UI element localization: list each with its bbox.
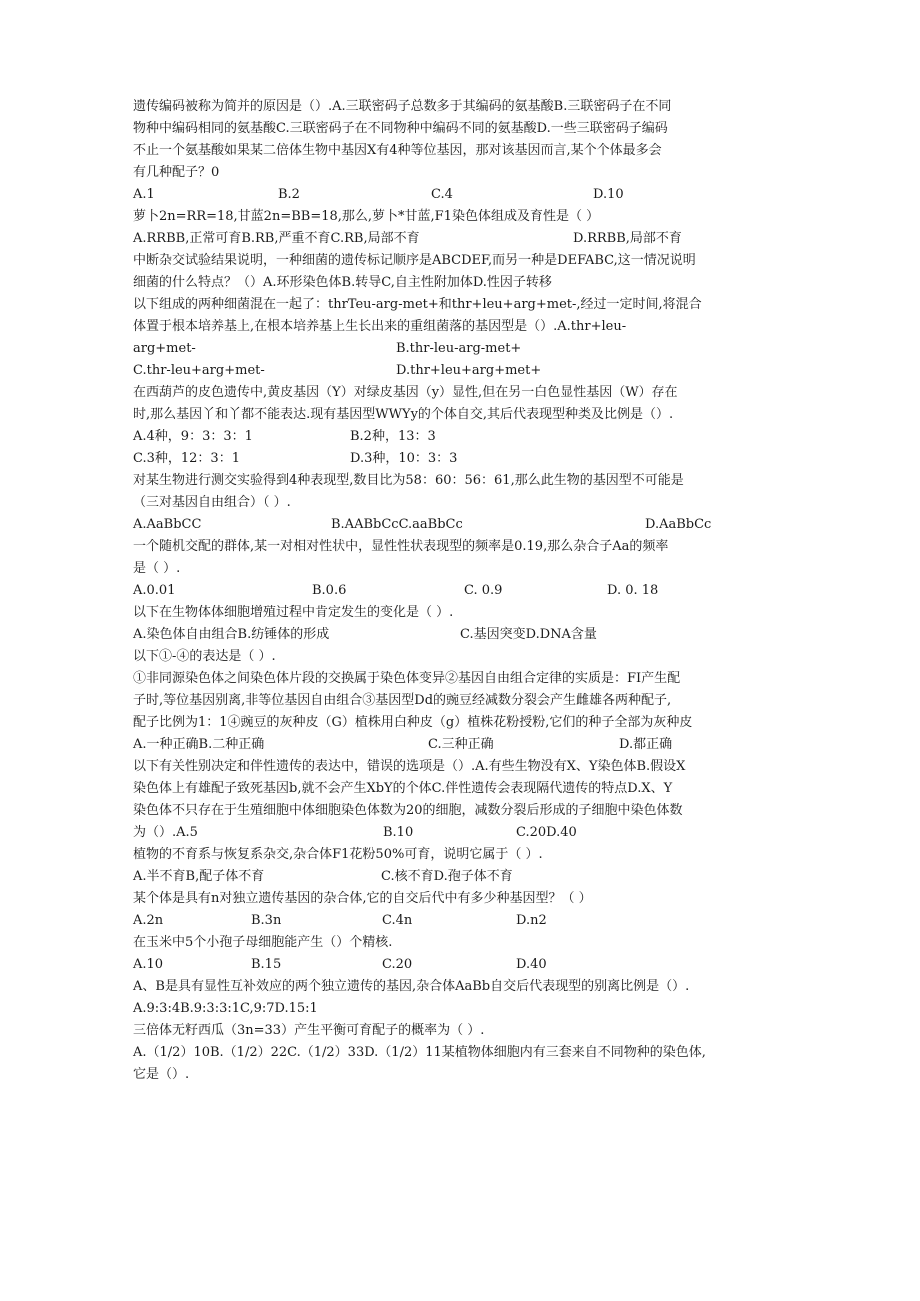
options-row bbox=[133, 338, 793, 360]
option: C.20D.40 bbox=[516, 825, 577, 840]
options-row bbox=[133, 448, 793, 470]
options-row bbox=[133, 910, 793, 932]
text-line: 配子比例为1：1④豌豆的灰种皮（G）植株用白种皮（g）植株花粉授粉,它们的种子全部为灰种皮 bbox=[133, 715, 693, 730]
option: A.AaBbCC bbox=[133, 517, 202, 532]
options-row bbox=[133, 822, 793, 844]
text-line: 中断杂交试验结果说明，一种细菌的遗传标记顺序是ABCDEF,而另一种是DEFABC,这一情况说明 bbox=[133, 253, 696, 268]
option: C.三种正确 bbox=[428, 737, 494, 752]
option: D.都正确 bbox=[619, 737, 673, 752]
option: A.RRBB,正常可育B.RB,严重不育C.RB,局部不育 bbox=[133, 231, 420, 246]
option: C.thr-leu+arg+met- bbox=[133, 363, 265, 378]
option: A.4种，9：3：3：1 bbox=[133, 429, 253, 444]
option: A.10 bbox=[133, 957, 164, 972]
option: 为（）.A.5 bbox=[133, 825, 198, 840]
option: C. 0.9 bbox=[464, 583, 503, 598]
option: A.一种正确B.二种正确 bbox=[133, 737, 265, 752]
text-line: 以下①-④的表达是（ ）. bbox=[133, 649, 276, 664]
text-line: A.（1/2）10B.（1/2）22C.（1/2）33D.（1/2）11某植物体细胞内有三套来自不同物种的染色体, bbox=[133, 1045, 706, 1060]
option: D.3种，10：3：3 bbox=[350, 451, 458, 466]
text-line: 在西葫芦的皮色遗传中,黄皮基因（Y）对绿皮基因（y）显性,但在另一白色显性基因（W）存在 bbox=[133, 385, 678, 400]
text-line: 时,那么基因丫和丫都不能表达.现有基因型WWYy的个体自交,其后代表现型种类及比例是（）. bbox=[133, 407, 674, 422]
option: B.10 bbox=[383, 825, 414, 840]
options-row bbox=[133, 514, 793, 536]
option: A.1 bbox=[133, 187, 155, 202]
text-line: 以下在生物体体细胞增殖过程中肯定发生的变化是（ ）. bbox=[133, 605, 454, 620]
options-row bbox=[133, 734, 793, 756]
option: D. 0. 18 bbox=[607, 583, 659, 598]
text-line: 有几种配子？0 bbox=[133, 165, 220, 180]
option: D.n2 bbox=[516, 913, 547, 928]
option: B.2 bbox=[278, 187, 300, 202]
options-row bbox=[133, 866, 793, 888]
options-row bbox=[133, 184, 793, 206]
option: C.4 bbox=[431, 187, 453, 202]
option: D.40 bbox=[516, 957, 547, 972]
text-line: ①非同源染色体之间染色体片段的交换属于染色体变异②基因自由组合定律的实质是：FI产生配 bbox=[133, 671, 681, 686]
options-row bbox=[133, 360, 793, 382]
text-line: 是（ ）. bbox=[133, 561, 181, 576]
option: A.半不育B,配子体不育 bbox=[133, 869, 265, 884]
option: D.AaBbCc bbox=[645, 517, 712, 532]
options-row bbox=[133, 624, 793, 646]
option: C.基因突变D.DNA含量 bbox=[460, 627, 597, 642]
text-line: 对某生物进行测交实验得到4种表现型,数目比为58：60：56：61,那么此生物的基因型不可能是 bbox=[133, 473, 684, 488]
text-line: （三对基因自由组合）（ ）. bbox=[133, 495, 291, 510]
option: C.核不育D.孢子体不育 bbox=[381, 869, 513, 884]
text-line: 它是（）. bbox=[133, 1067, 190, 1082]
text-line: A、B是具有显性互补效应的两个独立遗传的基因,杂合体AaBb自交后代表现型的别离比例是（）. bbox=[133, 979, 690, 994]
text-line: 物种中编码相同的氨基酸C.三联密码子在不同物种中编码不同的氨基酸D.一些三联密码子编码 bbox=[133, 121, 668, 136]
text-line: 子时,等位基因别离,非等位基因自由组合③基因型Dd的豌豆经减数分裂会产生雌雄各两种配子, bbox=[133, 693, 672, 708]
text-line: 染色体不只存在于生殖细胞中体细胞染色体数为20的细胞，减数分裂后形成的子细胞中染色体数 bbox=[133, 803, 683, 818]
option: B.2种，13：3 bbox=[350, 429, 436, 444]
text-line: 不止一个氨基酸如果某二倍体生物中基因X有4种等位基因，那对该基因而言,某个个体最多会 bbox=[133, 143, 662, 158]
document-page bbox=[133, 96, 793, 1086]
option: A.0.01 bbox=[133, 583, 176, 598]
options-row bbox=[133, 580, 793, 602]
options-row bbox=[133, 228, 793, 250]
option: D.10 bbox=[593, 187, 624, 202]
option: D.RRBB,局部不育 bbox=[573, 231, 682, 246]
text-line: 三倍体无籽西瓜（3n=33）产生平衡可育配子的概率为（ ）. bbox=[133, 1023, 485, 1038]
option: A.2n bbox=[133, 913, 164, 928]
text-line: 某个体是具有n对独立遗传基因的杂合体,它的自交后代中有多少种基因型？（ ） bbox=[133, 891, 592, 906]
option: C.3种，12：3：1 bbox=[133, 451, 240, 466]
text-line: 以下组成的两种细菌混在一起了：thrTeu-arg-met+和thr+leu+arg+met-,经过一定时间,将混合 bbox=[133, 297, 702, 312]
text-line: 细菌的什么特点？（）A.环形染色体B.转导C,自主性附加体D.性因子转移 bbox=[133, 275, 552, 290]
option: B.AABbCcC.aaBbCc bbox=[331, 517, 463, 532]
text-line: 植物的不育系与恢复系杂交,杂合体F1花粉50%可育，说明它属于（ ）. bbox=[133, 847, 543, 862]
text-line: 遗传编码被称为简并的原因是（）.A.三联密码子总数多于其编码的氨基酸B.三联密码子在不同 bbox=[133, 99, 672, 114]
text-line: 在玉米中5个小孢子母细胞能产生（）个精核. bbox=[133, 935, 393, 950]
text-line: 萝卜2n=RR=18,甘蓝2n=BB=18,那么,萝卜*甘蓝,F1染色体组成及育性是（ ） bbox=[133, 209, 600, 224]
text-line: 染色体上有雄配子致死基因b,就不会产生XbY的个体C.伴性遗传会表现隔代遗传的特点D.X、Y bbox=[133, 781, 673, 796]
option: arg+met- bbox=[133, 341, 196, 356]
text-line: A.9:3:4B.9:3:3:1C,9:7D.15:1 bbox=[133, 1001, 318, 1016]
option: B.0.6 bbox=[312, 583, 347, 598]
option: C.4n bbox=[382, 913, 413, 928]
options-row bbox=[133, 954, 793, 976]
option: B.3n bbox=[251, 913, 282, 928]
text-line: 体置于根本培养基上,在根本培养基上生长出来的重组菌落的基因型是（）.A.thr+leu- bbox=[133, 319, 627, 334]
text-line: 以下有关性别决定和伴性遗传的表达中，错误的选项是（）.A.有些生物没有X、Y染色体B.假设X bbox=[133, 759, 686, 774]
option: C.20 bbox=[382, 957, 413, 972]
text-line: 一个随机交配的群体,某一对相对性状中，显性性状表现型的频率是0.19,那么杂合子Aa的频率 bbox=[133, 539, 669, 554]
option: B.thr-leu-arg-met+ bbox=[396, 341, 522, 356]
option: B.15 bbox=[251, 957, 282, 972]
option: A.染色体自由组合B.纺锤体的形成 bbox=[133, 627, 330, 642]
option: D.thr+leu+arg+met+ bbox=[396, 363, 542, 378]
options-row bbox=[133, 426, 793, 448]
